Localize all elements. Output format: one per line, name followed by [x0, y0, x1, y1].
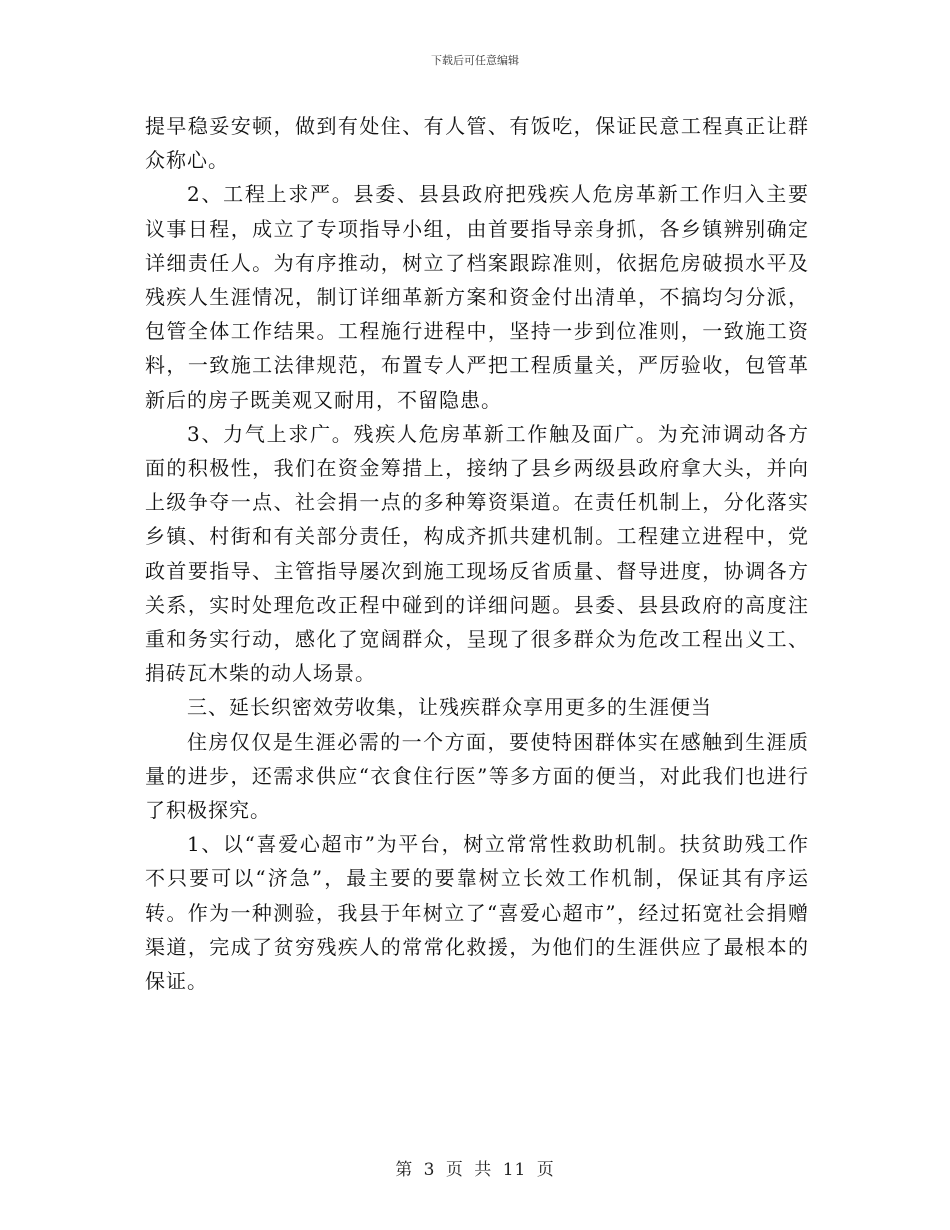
- document-body: [145, 109, 809, 998]
- paragraph-4: 住房仅仅是生涯必需的一个方面，要使特困群体实在感触到生涯质量的进步，还需求供应“衣食住行医”等多方面的便当，对此我们也进行了积极探究。: [145, 729, 809, 823]
- header-note: 下载后可任意编辑: [431, 54, 519, 67]
- page-number: 第 3 页 共 11 页: [395, 1160, 555, 1180]
- paragraph-3: 3、力气上求广。残疾人危房革新工作触及面广。为充沛调动各方面的积极性，我们在资金筹措上，接纳了县乡两级县政府拿大头，并向上级争夺一点、社会捐一点的多种筹资渠道。在责任机制上，分化落实乡镇、村街和有关部分责任，构成齐抓共建机制。工程建立进程中，党政首要指导、主管指导屡次到施工现场反省质量、督导进度，协调各方关系，实时处理危改正程中碰到的详细问题。县委、县县政府的高度注重和务实行动，感化了宽阔群众，呈现了很多群众为危改工程出义工、捐砖瓦木柴的动人场景。: [145, 421, 809, 686]
- paragraph-1: 提早稳妥安顿，做到有处住、有人管、有饭吃，保证民意工程真正让群众称心。: [145, 114, 809, 173]
- paragraph-2: 2、工程上求严。县委、县县政府把残疾人危房革新工作归入主要议事日程，成立了专项指导小组，由首要指导亲身抓，各乡镇辨别确定详细责任人。为有序推动，树立了档案跟踪准则，依据危房破损水平及残疾人生涯情况，制订详细革新方案和资金付出清单，不搞均匀分派，包管全体工作结果。工程施行进程中，坚持一步到位准则，一致施工资料，一致施工法律规范，布置专人严把工程质量关，严厉验收，包管革新后的房子既美观又耐用，不留隐患。: [145, 182, 809, 412]
- section-heading: 三、延长织密效劳收集，让残疾群众享用更多的生涯便当: [187, 695, 712, 720]
- paragraph-5: 1、以“喜爱心超市”为平台，树立常常性救助机制。扶贫助残工作不只要可以“济急”，最主要的要靠树立长效工作机制，保证其有序运转。作为一种测验，我县于年树立了“喜爱心超市”，经过拓宽社会捐赠渠道，完成了贫穷残疾人的常常化救援，为他们的生涯供应了最根本的保证。: [145, 832, 809, 994]
